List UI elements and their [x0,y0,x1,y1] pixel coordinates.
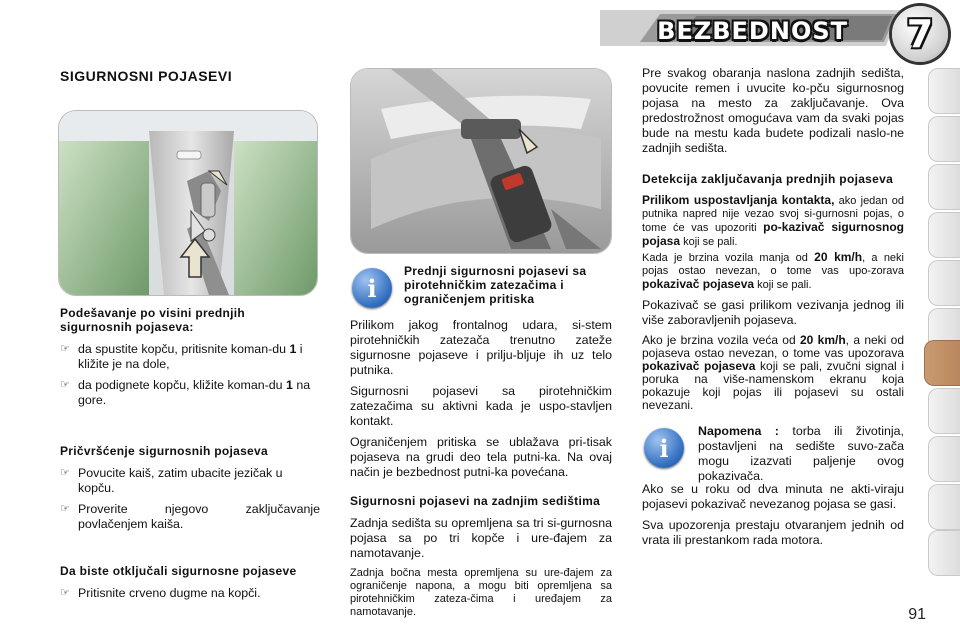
right-column-bottom: Ako se u roku od dva minuta ne akti-viraju pojasevi pokazivač nevezanog pojasa se gasi. Sva upozorenja prestaju otvaranjem jednih od vrata ili prestankom rada motora. [642,482,904,547]
bullet-icon: ☞ [60,379,70,391]
chapter-title: BEZBEDNOST [657,17,848,45]
unlock-heading: Da biste otključali sigurnosne pojaseve [60,564,297,578]
chapter-number: 7 [906,12,934,56]
seatbelt-buckle-photo [350,68,612,254]
bullet-icon: ☞ [60,467,70,479]
intro-paragraph: Pre svakog obaranja naslona zadnjih sedišta, povucite remen i uvucite ko-pču sigurnosnog pojasa na mesto za zaključavanje. Ova predostrožnost omogućava vam da svaki pojas bude na mestu kada budete podizali naslo-ne zadnjih sedišta. [642,66,904,155]
chapter-tabs [928,68,960,574]
seatbelt-height-adjuster-photo [58,110,318,296]
note-label: Napomena : [698,424,779,438]
section-title: SIGURNOSNI POJASEVI [60,68,233,84]
note-block: Napomena : torba ili životinja, postavljeni na sedište suvo-zača mogu izazvati paljenje ovog pokazivača. [698,424,904,483]
bullet-icon: ☞ [60,343,70,355]
pretensioner-heading: Prednji sigurnosni pojasevi sa pirotehničkim zatezačima i ograničenjem pritiska [404,264,587,306]
chapter-tab-10[interactable] [928,484,960,530]
chapter-tab-11[interactable] [928,530,960,576]
list-item: ☞ Povucite kaiš, zatim ubacite jezičak u kopču. [60,466,283,495]
height-adjust-heading: Podešavanje po visini prednjih sigurnosnih pojaseva: [60,306,246,334]
list-item: ☞ Pritisnite crveno dugme na kopči. [60,586,261,600]
left-column [60,306,320,607]
list-item: ☞ da podignete kopču, kližite koman-du 1 na gore. [60,378,311,407]
chapter-tab-5[interactable] [928,260,960,306]
page-number: 91 [908,606,926,623]
rear-belts-heading: Sigurnosni pojasevi na zadnjim sedištima [350,494,601,508]
chapter-tab-3[interactable] [928,164,960,210]
chapter-tab-1[interactable] [928,68,960,114]
info-icon: i [352,268,392,308]
list-item: ☞ Proverite njegovo zaključavanje povlačenjem kaiša. [60,502,320,531]
chapter-tab-9[interactable] [928,436,960,482]
chapter-tab-8[interactable] [928,388,960,434]
chapter-tab-7-active[interactable] [924,340,960,386]
bullet-icon: ☞ [60,503,70,515]
fasten-heading: Pričvršćenje sigurnosnih pojaseva [60,444,268,458]
chapter-tab-4[interactable] [928,212,960,258]
right-column: Pre svakog obaranja naslona zadnjih sedišta, povucite remen i uvucite ko-pču sigurnosnog pojasa na mesto za zaključavanje. Ova predostrožnost omogućava vam da svaki pojas bude na mestu kada budete podizali naslo-ne zadnjih sedišta. Detekcija zaključavanja prednjih pojaseva Prilikom uspostavljanja kontakta, ako jedan od putnika napred nije vezao svoj si-gurnosni pojas, o tome će vas upozoriti po-kazivač sigurnosnog pojasa koji se pali. Kada je brzina vozila manja od 20 km/h, a neki pojas ostao nevezan, o tome vas upo-zorava pokazivač pojaseva koji se pali. Pokazivač se gasi prilikom vezivanja jednog ili više zaboravljenih pojaseva. Ako je brzina vozila veća od 20 km/h, a neki od pojaseva ostao nevezan, o tome vas upozorava pokazivač pojaseva koji se pali, zvučni signal i poruka na više-namenskom ekranu koja pokazuje koji pojas ili pojasevi su ostali nevezani. [642,66,905,412]
list-item: ☞ da spustite kopču, pritisnite koman-du 1 i kližite je na dole, [60,342,303,371]
detection-heading: Detekcija zaključavanja prednjih pojaseva [642,172,894,186]
bullet-icon: ☞ [60,587,70,599]
detection-paragraph-1: Prilikom uspostavljanja kontakta, ako jedan od putnika napred nije vezao svoj si-gurnosni pojas, o tome će vas upozoriti po-kazivač sigurnosnog pojasa koji se pali. [642,193,905,248]
chapter-tab-2[interactable] [928,116,960,162]
info-icon: i [644,428,684,468]
detection-paragraph-2: Kada je brzina vozila manja od 20 km/h, a neki pojas ostao nevezan, o tome vas upo-zorava pokazivač pojaseva koji se pali. [642,250,904,291]
chapter-number-badge [892,6,948,62]
middle-column: Prilikom jakog frontalnog udara, si-stem pirotehničkih zatezača trenutno zateže sigurnosne pojaseve i prilju-bljuje ih uz telo putnika. Sigurnosni pojasevi sa pirotehničkim zatezačima su aktivni kada je uspo-stavljen kontakt. Ograničenjem pritiska se ublažava pri-tisak pojaseva na grudi deo tela putni-ka. Na ovaj način je bezbednost putni-ka povećana. Sigurnosni pojasevi na zadnjim sedištima Zadnja sedišta su opremljena sa tri si-gurnosna pojasa sa po tri kopče i ure-đajem za namotavanje. Zadnja bočna mesta opremljena su ure-đajem za ograničenje napona, a mogu biti opremljena sa pirotehničkim zateza-čima i uređajem za namotavanje. [350,318,612,618]
